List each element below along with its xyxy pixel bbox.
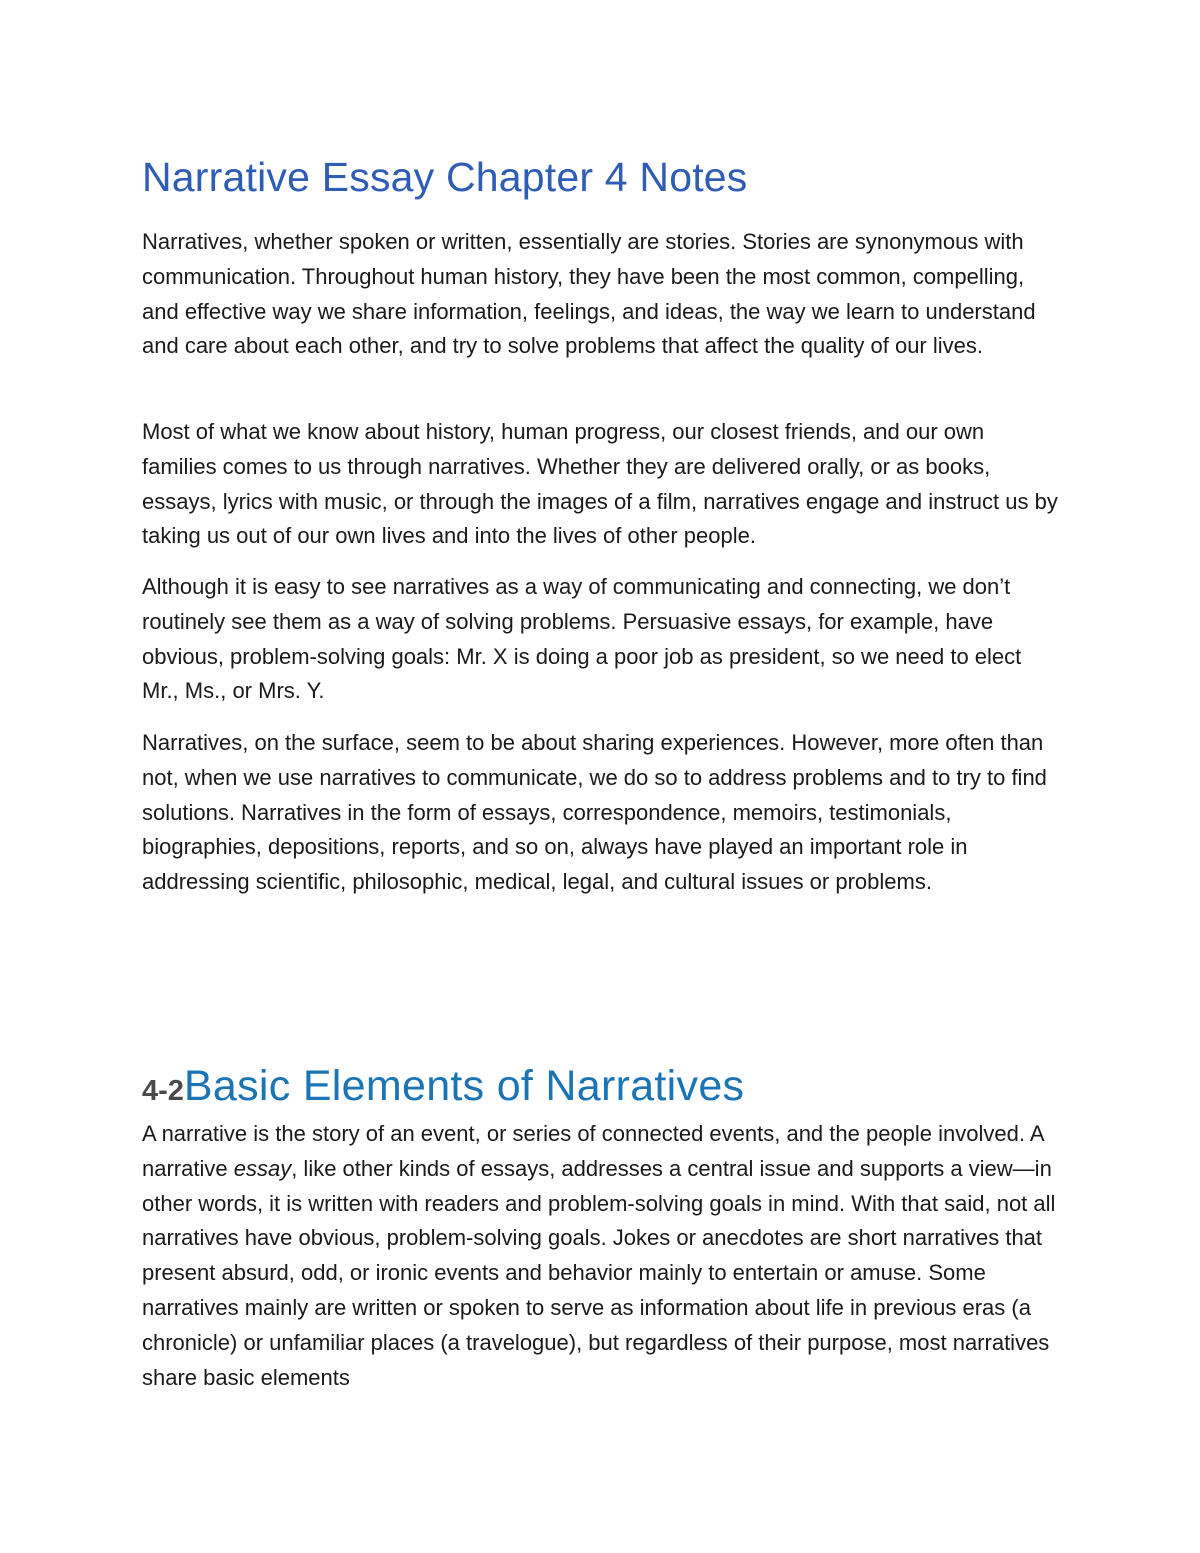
paragraph-text-rest: , like other kinds of essays, addresses a central issue and supports a view—in other words, it is written with readers and problem-solving goals in mind. With that said, not all narratives have obvious, problem-solving goals. Jokes or anecdotes are short narratives that present absurd, odd, or ironic events and behavior mainly to entertain or amuse. Some narratives mainly are written or spoken to serve as information about life in previous eras (a chronicle) or unfamiliar places (a travelogue), but regardless of their purpose, most narratives share basic elements <box>142 1155 1056 1390</box>
paragraph-sharing-experiences: Narratives, on the surface, seem to be about sharing experiences. However, more often than not, when we use narratives to communicate, we do so to address problems and to try to find solutions. Narratives in the form of essays, correspondence, memoirs, testimonials, biographies, depositions, reports, and so on, always have played an important role in addressing scientific, philosophic, medical, legal, and cultural issues or problems. <box>142 730 1047 895</box>
paragraph-solving-problems: Although it is easy to see narratives as a way of communicating and connecting, we don’t routinely see them as a way of solving problems. Persuasive essays, for example, have obvious, problem-solving goals: Mr. X is doing a poor job as president, so we need to elect Mr., Ms., or Mrs. Y. <box>142 574 1022 704</box>
paragraph-narratives-are-stories: Narratives, whether spoken or written, essentially are stories. Stories are synonymous with communication. Throughout human history, they have been the most common, compelling, and effective way we share information, feelings, and ideas, the way we learn to understand and care about each other, and try to solve problems that affect the quality of our lives. <box>142 229 1036 359</box>
section-title: Basic Elements of Narratives <box>183 1062 745 1110</box>
paragraph-basic-elements <box>142 1117 1062 1395</box>
paragraph-text-start: A narrative is the story of an event, or series of connected events, and the people involved. A narrative <box>142 1121 1044 1181</box>
section-heading <box>142 1058 744 1121</box>
paragraph-history-through-narratives: Most of what we know about history, human progress, our closest friends, and our own families comes to us through narratives. Whether they are delivered orally, or as books, essays, lyrics with music, or through the images of a film, narratives engage and instruct us by taking us out of our own lives and into the lives of other people. <box>142 419 1058 549</box>
document-title: Narrative Essay Chapter 4 Notes <box>142 154 748 200</box>
section-number: 4-2 <box>142 1075 184 1107</box>
emphasized-word: essay <box>233 1155 292 1181</box>
